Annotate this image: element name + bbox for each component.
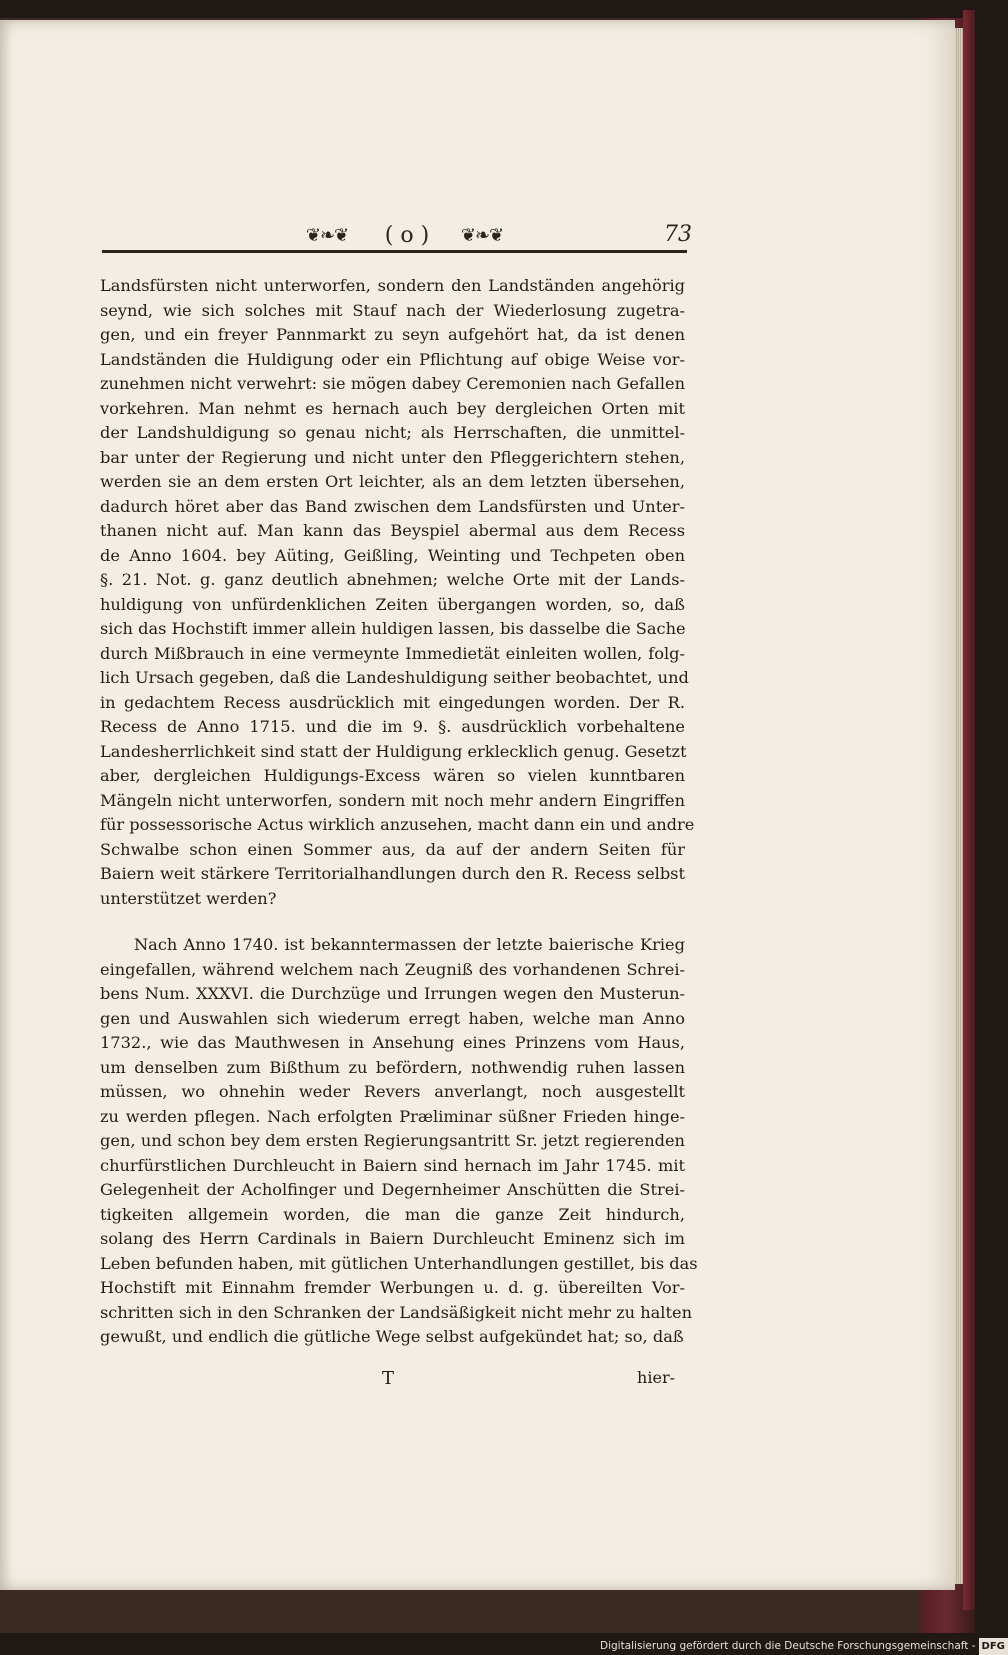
- text-line: gen, und schon bey dem ersten Regierungsantritt Sr. jetzt regierenden: [100, 1131, 685, 1150]
- ornament-right-icon: ❦❧❦: [460, 225, 504, 246]
- header-rule: [102, 250, 687, 253]
- header-mark: ( o ): [384, 223, 430, 248]
- paragraph-2: [100, 933, 698, 1350]
- text-line: dadurch höret aber das Band zwischen dem Landsfürsten und Unter-: [100, 496, 685, 516]
- text-line: huldigung von unfürdenklichen Zeiten übergangen worden, so, daß: [100, 594, 685, 614]
- text-line: Schwalbe schon einen Sommer aus, da auf der andern Seiten für: [100, 839, 685, 859]
- text-line: Hochstift mit Einnahm fremder Werbungen u. d. g. übereilten Vor-: [100, 1278, 685, 1297]
- text-line: de Anno 1604. bey Aüting, Geißling, Weinting und Techpeten oben: [100, 545, 685, 565]
- text-line: Nach Anno 1740. ist bekanntermassen der letzte baierische Krieg: [134, 935, 685, 954]
- text-line: zunehmen nicht verwehrt: sie mögen dabey Ceremonien nach Gefallen: [100, 374, 685, 393]
- text-line: solang des Herrn Cardinals in Baiern Durchleucht Eminenz sich im: [100, 1229, 685, 1248]
- credit-text: Digitalisierung gefördert durch die Deutsche Forschungsgemeinschaft -: [600, 1640, 976, 1652]
- ornament-left-icon: ❦❧❦: [305, 225, 349, 246]
- text-line: schritten sich in den Schranken der Landsäßigkeit nicht mehr zu halten: [100, 1302, 692, 1322]
- paragraph-1: [100, 274, 695, 911]
- text-line: der Landshuldigung so genau nicht; als Herrschaften, die unmittel-: [100, 423, 685, 442]
- dfg-logo: DFG: [979, 1638, 1008, 1655]
- text-line: thanen nicht auf. Man kann das Beyspiel abermal aus dem Recess: [100, 521, 685, 540]
- digitization-credit: [600, 1638, 1005, 1655]
- text-line: Landsfürsten nicht unterworfen, sondern den Landständen angehörig: [100, 276, 685, 295]
- text-line: sich das Hochstift immer allein huldigen lassen, bis dasselbe die Sache: [100, 619, 686, 638]
- text-line: Recess de Anno 1715. und die im 9. §. ausdrücklich vorbehaltene: [100, 717, 685, 736]
- text-line: Gelegenheit der Acholfinger und Degernheimer Anschütten die Strei-: [100, 1180, 685, 1199]
- text-line: tigkeiten allgemein worden, die man die ganze Zeit hindurch,: [100, 1204, 685, 1224]
- text-line: durch Mißbrauch in eine vermeynte Immedietät einleiten wollen, folg-: [100, 643, 685, 663]
- page-edges: [955, 28, 963, 1584]
- signature-mark: T: [382, 1368, 395, 1389]
- text-line: bar unter der Regierung und nicht unter den Pfleggerichtern stehen,: [100, 447, 685, 467]
- catchword: hier-: [637, 1368, 675, 1387]
- page-number: 73: [664, 222, 692, 247]
- text-line: Landständen die Huldigung oder ein Pflichtung auf obige Weise vor-: [100, 349, 685, 369]
- text-line: um denselben zum Bißthum zu befördern, nothwendig ruhen lassen: [100, 1057, 685, 1077]
- text-line: vorkehren. Man nehmt es hernach auch bey dergleichen Orten mit: [100, 398, 685, 418]
- text-line: gewußt, und endlich die gütliche Wege selbst aufgekündet hat; so, daß: [100, 1327, 684, 1346]
- text-line: in gedachtem Recess ausdrücklich mit eingedungen worden. Der R.: [100, 692, 685, 712]
- text-line: müssen, wo ohnehin weder Revers anverlangt, noch ausgestellt: [100, 1082, 685, 1101]
- text-line: churfürstlichen Durchleucht in Baiern sind hernach im Jahr 1745. mit: [100, 1155, 685, 1175]
- text-line: Landesherrlichkeit sind statt der Huldigung erklecklich genug. Gesetzt: [100, 741, 687, 761]
- text-line: Mängeln nicht unterworfen, sondern mit noch mehr andern Eingriffen: [100, 790, 685, 810]
- text-line: unterstützet werden?: [100, 888, 277, 908]
- page-header: [102, 222, 692, 260]
- text-line: Leben befunden haben, mit gütlichen Unterhandlungen gestillet, bis das: [100, 1253, 698, 1273]
- paragraph-gap: [100, 911, 685, 933]
- text-line: zu werden pflegen. Nach erfolgten Præliminar süßner Frieden hinge-: [100, 1106, 685, 1126]
- page-footer: [100, 1368, 685, 1398]
- text-line: lich Ursach gegeben, daß die Landeshuldigung seither beobachtet, und: [100, 668, 689, 687]
- text-line: eingefallen, während welchem nach Zeugniß des vorhandenen Schrei-: [100, 959, 685, 979]
- text-line: bens Num. XXXVI. die Durchzüge und Irrungen wegen den Musterun-: [100, 984, 685, 1003]
- body-text: [100, 274, 698, 1350]
- text-line: gen und Auswahlen sich wiederum erregt haben, welche man Anno: [100, 1008, 685, 1028]
- text-line: 1732., wie das Mauthwesen in Ansehung eines Prinzens vom Haus,: [100, 1033, 685, 1052]
- text-line: gen, und ein freyer Pannmarkt zu seyn aufgehört hat, da ist denen: [100, 325, 685, 344]
- cover-edge: [963, 10, 975, 1610]
- text-line: für possessorische Actus wirklich anzusehen, macht dann ein und andre: [100, 815, 695, 834]
- text-line: §. 21. Not. g. ganz deutlich abnehmen; welche Orte mit der Lands-: [100, 570, 685, 589]
- text-line: seynd, wie sich solches mit Stauf nach der Wiederlosung zugetra-: [100, 300, 685, 320]
- text-line: Baiern weit stärkere Territorialhandlungen durch den R. Recess selbst: [100, 864, 685, 883]
- text-line: aber, dergleichen Huldigungs-Excess wären so vielen kunntbaren: [100, 766, 685, 785]
- text-line: werden sie an dem ersten Ort leichter, als an dem letzten übersehen,: [100, 472, 685, 491]
